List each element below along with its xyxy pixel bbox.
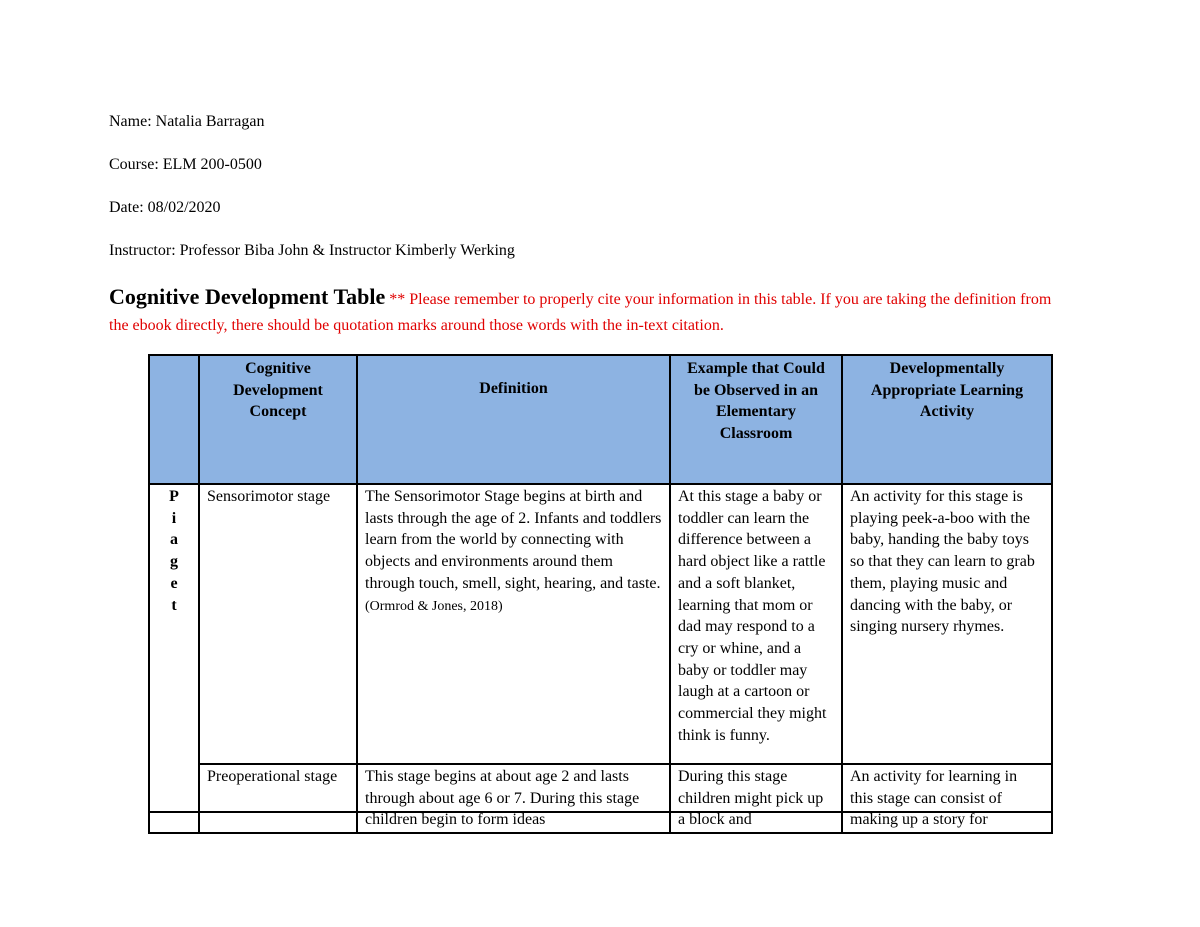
header-example: Example that Could be Observed in an Elementary Classroom bbox=[670, 355, 842, 484]
date-line: Date: 08/02/2020 bbox=[109, 199, 221, 216]
theorist-letter: i bbox=[171, 509, 177, 527]
concept-cell: Sensorimotor stage bbox=[199, 484, 357, 764]
example-cell: At this stage a baby or toddler can learn the difference between a hard object like a rattle and a soft blanket, learning that mom or dad may respond to a cry or whine, and a baby or toddler may laugh at a cartoon or commercial they might think is funny. bbox=[670, 484, 842, 764]
citation-text: (Ormrod & Jones, 2018) bbox=[365, 598, 503, 614]
table-title: Cognitive Development Table bbox=[109, 284, 386, 309]
definition-cell: This stage begins at about age 2 and lasts through about age 6 or 7. During this stage children begin to form ideas bbox=[357, 764, 670, 833]
course-line: Course: ELM 200-0500 bbox=[109, 156, 262, 173]
table-row bbox=[149, 764, 1052, 833]
definition-cell bbox=[357, 484, 670, 764]
name-line: Name: Natalia Barragan bbox=[109, 113, 265, 130]
cognitive-development-table bbox=[148, 354, 1053, 834]
activity-cell: An activity for learning in this stage can consist of making up a story for bbox=[842, 764, 1052, 833]
table-heading bbox=[109, 284, 1069, 339]
concept-cell: Preoperational stage bbox=[199, 764, 357, 833]
cognitive-development-table-container bbox=[148, 354, 1051, 829]
theorist-letter: g bbox=[170, 553, 178, 571]
example-cell: During this stage children might pick up a block and bbox=[670, 764, 842, 833]
activity-cell: An activity for this stage is playing peek-a-boo with the baby, handing the baby toys so that they can learn to grab them, playing music and dancing with the baby, or singing nursery rhymes. bbox=[842, 484, 1052, 764]
theorist-letter: t bbox=[171, 596, 177, 614]
header-concept: Cognitive Development Concept bbox=[199, 355, 357, 484]
theorist-cell bbox=[149, 484, 199, 833]
header-definition: Definition bbox=[357, 355, 670, 484]
table-row bbox=[149, 484, 1052, 764]
header-activity: Developmentally Appropriate Learning Activity bbox=[842, 355, 1052, 484]
header-row bbox=[149, 355, 1052, 484]
citation-note: ** Please remember to properly cite your information in this table. If you are taking the definition from the ebook directly, there should be quotation marks around those words with the in-text citation. bbox=[109, 291, 1052, 334]
definition-text: The Sensorimotor Stage begins at birth and lasts through the age of 2. Infants and toddlers learn from the world by connecting with objects and environments around them through touch, smell, sight, hearing, and taste. bbox=[365, 488, 662, 592]
header-blank bbox=[149, 355, 199, 484]
theorist-letter: a bbox=[170, 531, 178, 549]
instructor-line: Instructor: Professor Biba John & Instructor Kimberly Werking bbox=[109, 242, 515, 259]
theorist-letter: e bbox=[170, 574, 178, 592]
theorist-letter: P bbox=[169, 488, 179, 505]
